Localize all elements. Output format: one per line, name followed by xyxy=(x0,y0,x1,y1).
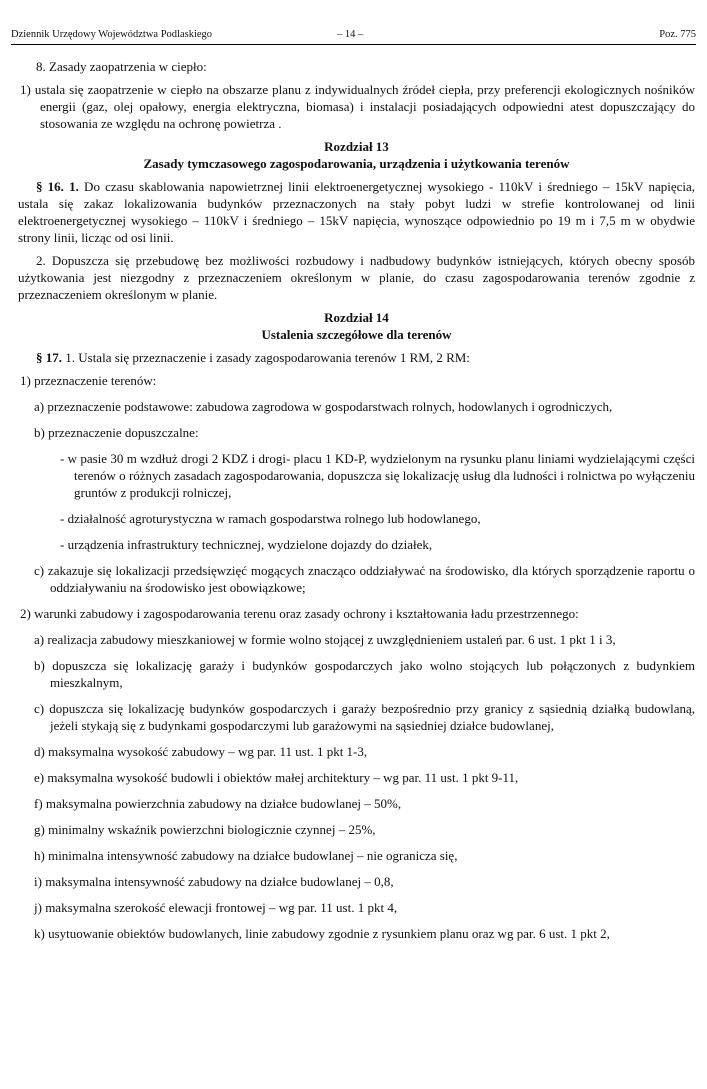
point-2b: b) dopuszcza się lokalizację garaży i budynków gospodarczych jako wolno stojących lub połączonych z budynkiem mieszkalnym, xyxy=(34,658,695,690)
chapter-14-title: Ustalenia szczegółowe dla terenów xyxy=(261,327,452,342)
document-body xyxy=(18,58,695,951)
section-16-para-2: 2. Dopuszcza się przebudowę bez możliwości rozbudowy i nadbudowy budynków istniejących, których obecny sposób użytkowania jest niezgodny z przeznaczeniem określonym w planie, do czasu zagospodarowania terenów zgodnie z przeznaczeniem określonym w planie. xyxy=(18,253,695,302)
page-header xyxy=(11,26,696,45)
point-1: 1) przeznaczenie terenów: xyxy=(20,373,157,388)
page-number: – 14 – xyxy=(337,29,364,40)
point-2d: d) maksymalna wysokość zabudowy – wg par. 11 ust. 1 pkt 1-3, xyxy=(34,744,368,759)
section-17-mark: § 17. xyxy=(36,350,62,365)
point-2k: k) usytuowanie obiektów budowlanych, linie zabudowy zgodnie z rysunkiem planu oraz wg par. 6 ust. 1 pkt 2, xyxy=(34,926,610,941)
section-16-text: Do czasu skablowania napowietrznej linii elektroenergetycznej wysokiego - 110kV i średniego – 15kV napięcia, ustala się zakaz lokalizowania budynków przeznaczonych na stały pobyt ludzi w strefie kontrolowanej od linii elektroenergetycznej wysokiego – 110kV i średniego – 15kV napięcia, wynoszące odpowiednio po 19 m i 7,5 m w obydwie strony linii, licząc od osi linii. xyxy=(18,179,695,245)
chapter-13-heading: Rozdział 13 xyxy=(324,139,389,154)
point-2c: c) dopuszcza się lokalizację budynków gospodarczych i garaży bezpośrednio przy granicy z sąsiednią działką budowlaną, jeżeli stykają się z budynkami gospodarczymi lub garażowymi na sąsiedniej działce budowlanej, xyxy=(34,701,695,733)
point-2j: j) maksymalna szerokość elewacji frontowej – wg par. 11 ust. 1 pkt 4, xyxy=(34,900,398,915)
section-16-mark: § 16. 1. xyxy=(36,179,79,194)
point-2h: h) minimalna intensywność zabudowy na działce budowlanej – nie ogranicza się, xyxy=(34,848,458,863)
point-2f: f) maksymalna powierzchnia zabudowy na działce budowlanej – 50%, xyxy=(34,796,402,811)
chapter-13-title: Zasady tymczasowego zagospodarowania, urządzenia i użytkowania terenów xyxy=(143,156,570,171)
heating-item-1: 1) ustala się zaopatrzenie w ciepło na obszarze planu z indywidualnych źródeł ciepła, przy preferencji ekologicznych nośników energii (gaz, olej opałowy, energia elektryczna, biomasa) i instalacji posiadających odpowiedni atest dopuszczający do stosowania ze względu na ochronę powietrza . xyxy=(20,82,695,131)
point-1b-dash-3: - urządzenia infrastruktury technicznej, wydzielone dojazdy do działek, xyxy=(60,537,433,552)
section-17-para-1 xyxy=(18,349,695,366)
point-1c: c) zakazuje się lokalizacji przedsięwzięć mogących znacząco oddziaływać na środowisko, dla których sporządzenie raportu o oddziaływaniu na środowisko jest obowiązkowe; xyxy=(34,563,695,595)
point-1a: a) przeznaczenie podstawowe: zabudowa zagrodowa w gospodarstwach rolnych, hodowlanych i ogrodniczych, xyxy=(34,399,613,414)
point-2a: a) realizacja zabudowy mieszkaniowej w formie wolno stojącej z uwzględnieniem ustaleń par. 6 ust. 1 pkt 1 i 3, xyxy=(34,632,616,647)
point-1b: b) przeznaczenie dopuszczalne: xyxy=(34,425,199,440)
point-1b-dash-1: - w pasie 30 m wzdłuż drogi 2 KDZ i drogi- placu 1 KD-P, wydzielonym na rysunku planu liniami wydzielającymi części terenów o różnych zasadach zagospodarowania, dopuszcza się lokalizację usług dla ludności i rolnictwa po wyłączeniu gruntów z produkcji rolniczej, xyxy=(60,451,695,500)
position-number: Poz. 775 xyxy=(659,29,696,40)
section-16-para-1 xyxy=(18,178,695,246)
point-2i: i) maksymalna intensywność zabudowy na działce budowlanej – 0,8, xyxy=(34,874,394,889)
point-2e: e) maksymalna wysokość budowli i obiektów małej architektury – wg par. 11 ust. 1 pkt 9-11, xyxy=(34,770,519,785)
point-1b-dash-2: - działalność agroturystyczna w ramach gospodarstwa rolnego lub hodowlanego, xyxy=(60,511,481,526)
heating-section-heading: 8. Zasady zaopatrzenia w ciepło: xyxy=(36,59,207,74)
point-2: 2) warunki zabudowy i zagospodarowania terenu oraz zasady ochrony i kształtowania ładu przestrzennego: xyxy=(20,606,579,621)
chapter-14-heading: Rozdział 14 xyxy=(324,310,389,325)
section-17-text: 1. Ustala się przeznaczenie i zasady zagospodarowania terenów 1 RM, 2 RM: xyxy=(62,350,470,365)
journal-title: Dziennik Urzędowy Województwa Podlaskiego xyxy=(11,29,213,40)
point-2g: g) minimalny wskaźnik powierzchni biologicznie czynnej – 25%, xyxy=(34,822,376,837)
